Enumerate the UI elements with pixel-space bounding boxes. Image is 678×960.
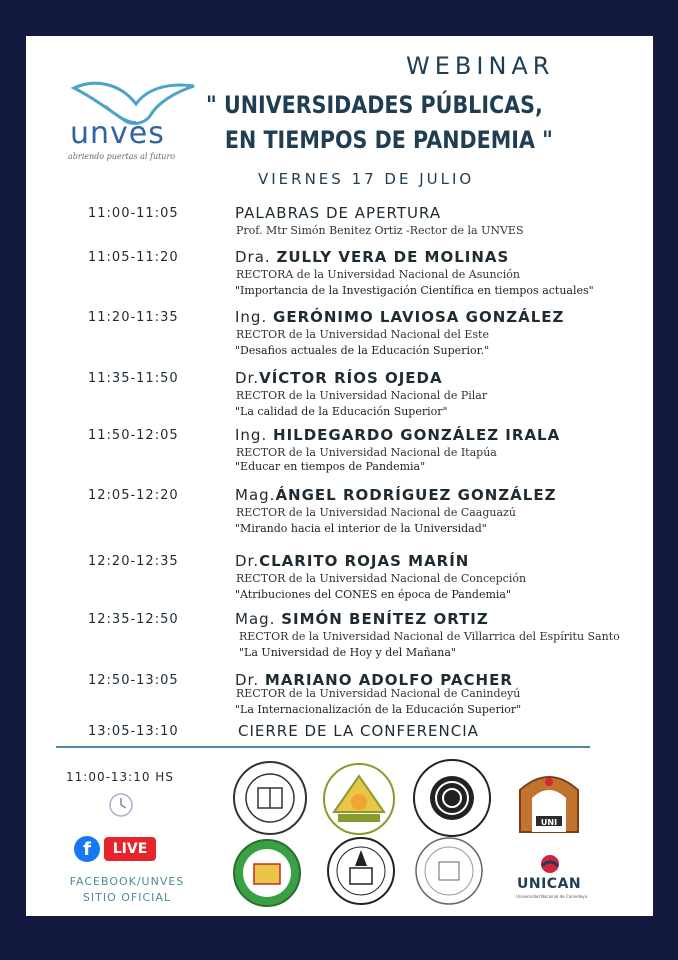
row-name: CIERRE DE LA CONFERENCIA bbox=[238, 722, 479, 740]
row-role: RECTOR de la Universidad Nacional de Canindeyú bbox=[236, 687, 521, 700]
row-role: RECTOR de la Universidad Nacional de Itapúa bbox=[236, 446, 497, 459]
row-topic: "Mirando hacia el interior de la Universidad" bbox=[235, 522, 487, 535]
facebook-live-badge[interactable] bbox=[74, 836, 156, 862]
event-date: VIERNES 17 DE JULIO bbox=[258, 170, 475, 188]
row-role: RECTOR de la Universidad Nacional de Concepción bbox=[236, 572, 527, 585]
row-topic: "La calidad de la Educación Superior" bbox=[235, 405, 448, 418]
facebook-link[interactable] bbox=[62, 874, 192, 906]
row-role: RECTOR de la Universidad Nacional de Caaguazú bbox=[236, 506, 516, 519]
una-seal-icon bbox=[232, 760, 308, 836]
row-time: 12:05-12:20 bbox=[88, 488, 179, 503]
official-site: SITIO OFICIAL bbox=[82, 891, 172, 904]
unca-seal-icon bbox=[232, 838, 302, 908]
row-topic: "Atribuciones del CONES en época de Pandemia" bbox=[235, 588, 512, 601]
row-role: RECTOR de la Universidad Nacional de Villarrica del Espíritu Santo bbox=[239, 630, 620, 643]
row-time: 11:20-11:35 bbox=[88, 310, 179, 325]
title-line-2: EN TIEMPOS DE PANDEMIA " bbox=[224, 126, 553, 154]
row-topic: "Educar en tiempos de Pandemia" bbox=[235, 460, 426, 473]
row-name: Ing. GERÓNIMO LAVIOSA GONZÁLEZ bbox=[235, 308, 565, 326]
row-name: Dra. ZULLY VERA DE MOLINAS bbox=[235, 248, 510, 266]
facebook-icon: f bbox=[74, 836, 100, 862]
unican-sublabel: Universidad Nacional de Canindeyú bbox=[516, 894, 588, 899]
uni-seal-icon bbox=[516, 768, 582, 834]
clock-icon bbox=[108, 792, 134, 818]
une-seal-icon bbox=[322, 762, 396, 836]
flyer-card bbox=[26, 36, 653, 916]
row-time: 12:50-13:05 bbox=[88, 673, 179, 688]
row-role: RECTOR de la Universidad Nacional de Pilar bbox=[236, 389, 488, 402]
row-name: Mag. SIMÓN BENÍTEZ ORTIZ bbox=[235, 610, 489, 628]
logo-name: unves bbox=[70, 116, 165, 151]
row-time: 12:35-12:50 bbox=[88, 612, 179, 627]
event-title bbox=[206, 88, 584, 158]
row-name: Dr. MARIANO ADOLFO PACHER bbox=[235, 671, 513, 689]
unican-label: UNICAN bbox=[517, 876, 582, 892]
row-time: 11:35-11:50 bbox=[88, 371, 179, 386]
row-topic: "La Internacionalización de la Educación Superior" bbox=[235, 703, 522, 716]
row-topic: "Importancia de la Investigación Científica en tiempos actuales" bbox=[235, 284, 594, 297]
unves-seal-icon bbox=[414, 836, 484, 906]
row-topic: "Desafios actuales de la Educación Superior." bbox=[235, 344, 490, 357]
unc-seal-icon bbox=[326, 836, 396, 906]
row-role: RECTOR de la Universidad Nacional del Este bbox=[236, 328, 489, 341]
row-name: Ing. HILDEGARDO GONZÁLEZ IRALA bbox=[235, 426, 561, 444]
title-line-1: " UNIVERSIDADES PÚBLICAS, bbox=[206, 91, 543, 119]
row-time: 11:00-11:05 bbox=[88, 206, 179, 221]
row-name: Dr.CLARITO ROJAS MARÍN bbox=[235, 552, 470, 570]
row-time: 13:05-13:10 bbox=[88, 724, 179, 739]
event-hours: 11:00-13:10 HS bbox=[66, 770, 174, 784]
webinar-label: WEBINAR bbox=[406, 52, 555, 80]
row-role: RECTORA de la Universidad Nacional de Asunción bbox=[236, 268, 520, 281]
row-name: Dr.VÍCTOR RÍOS OJEDA bbox=[235, 369, 443, 387]
row-topic: "La Universidad de Hoy y del Mañana" bbox=[239, 646, 456, 659]
logo-tagline: abriendo puertas al futuro bbox=[68, 152, 176, 161]
row-time: 11:50-12:05 bbox=[88, 428, 179, 443]
facebook-handle: FACEBOOK/UNVES bbox=[69, 875, 185, 888]
uni-label: UNI bbox=[540, 818, 558, 827]
unp-seal-icon bbox=[412, 758, 492, 838]
divider bbox=[56, 746, 590, 748]
row-role: Prof. Mtr Simón Benitez Ortiz -Rector de la UNVES bbox=[236, 224, 524, 237]
row-time: 11:05-11:20 bbox=[88, 250, 179, 265]
row-time: 12:20-12:35 bbox=[88, 554, 179, 569]
live-label: LIVE bbox=[104, 837, 156, 861]
row-name: Mag.ÁNGEL RODRÍGUEZ GONZÁLEZ bbox=[235, 486, 557, 504]
row-name: PALABRAS DE APERTURA bbox=[235, 204, 442, 222]
